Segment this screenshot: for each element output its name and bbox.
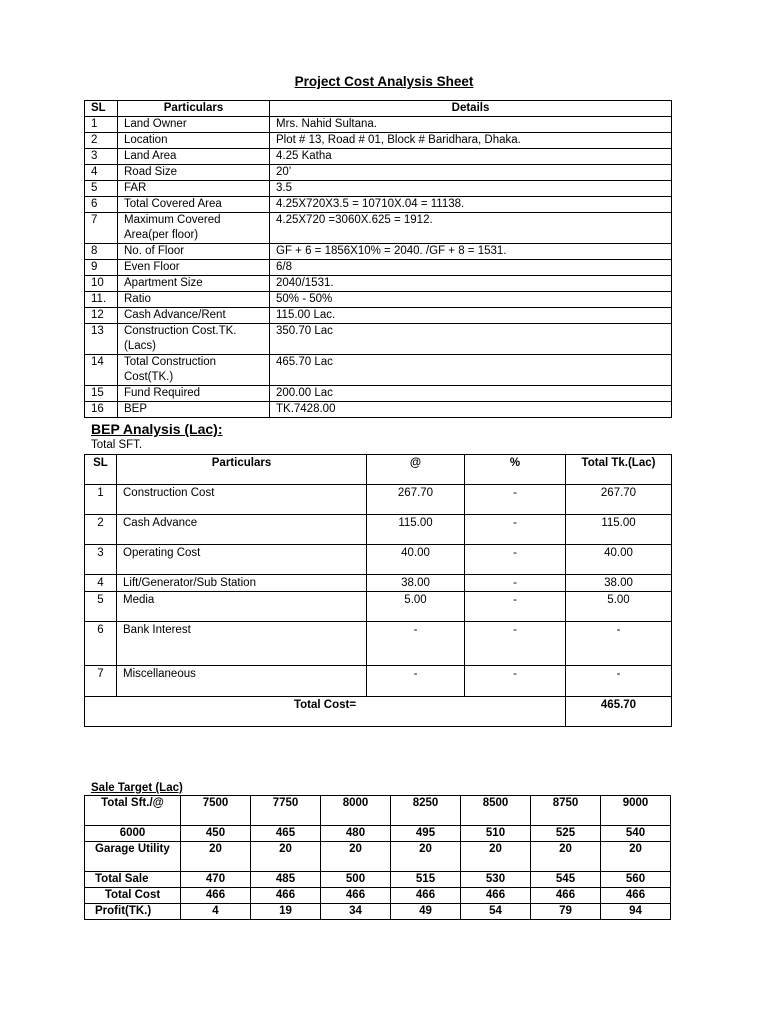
- row-details: TK.7428.00: [270, 402, 672, 418]
- table-row: [85, 402, 672, 418]
- row-percent: -: [465, 515, 566, 545]
- value-cell: 500: [321, 872, 391, 888]
- row-particulars: Apartment Size: [118, 276, 270, 292]
- value-cell: 466: [321, 888, 391, 904]
- table-row: [85, 149, 672, 165]
- row-sl: 1: [85, 117, 118, 133]
- table-row: [85, 292, 672, 308]
- value-cell: 466: [181, 888, 251, 904]
- rate-cell: 7500: [181, 796, 251, 826]
- value-cell: 465: [251, 826, 321, 842]
- value-cell: 20: [391, 842, 461, 872]
- header-total: Total Tk.(Lac): [566, 455, 672, 485]
- table-row: [85, 308, 672, 324]
- row-details: 200.00 Lac: [270, 386, 672, 402]
- table-row: [85, 485, 672, 515]
- project-cost-table: [84, 100, 672, 418]
- row-label: Profit(TK.): [85, 904, 181, 920]
- row-particulars: Maximum Covered Area(per floor): [118, 213, 270, 244]
- row-sl: 4: [85, 165, 118, 181]
- row-at: -: [367, 622, 465, 666]
- table-row: [85, 324, 672, 355]
- row-particulars: Construction Cost: [117, 485, 367, 515]
- row-particulars: No. of Floor: [118, 244, 270, 260]
- value-cell: 54: [461, 904, 531, 920]
- value-cell: 20: [461, 842, 531, 872]
- value-cell: 470: [181, 872, 251, 888]
- header-sl: SL: [85, 455, 117, 485]
- row-details: 465.70 Lac: [270, 355, 672, 386]
- row-sl: 10: [85, 276, 118, 292]
- row-percent: -: [465, 592, 566, 622]
- row-total: 267.70: [566, 485, 672, 515]
- row-details: Plot # 13, Road # 01, Block # Baridhara, Dhaka.: [270, 133, 672, 149]
- row-percent: -: [465, 575, 566, 592]
- value-cell: 466: [251, 888, 321, 904]
- row-sl: 1: [85, 485, 117, 515]
- header-particulars: Particulars: [118, 101, 270, 117]
- row-particulars: Operating Cost: [117, 545, 367, 575]
- value-cell: 20: [181, 842, 251, 872]
- row-total: 40.00: [566, 545, 672, 575]
- row-sl: 4: [85, 575, 117, 592]
- row-sl: 3: [85, 545, 117, 575]
- rate-cell: 8250: [391, 796, 461, 826]
- row-sl: 3: [85, 149, 118, 165]
- row-sl: 6: [85, 622, 117, 666]
- table-row: [85, 888, 671, 904]
- row-details: 4.25X720 =3060X.625 = 1912.: [270, 213, 672, 244]
- table-row: [85, 842, 671, 872]
- row-sl: 2: [85, 133, 118, 149]
- table-row: [85, 260, 672, 276]
- row-sl: 5: [85, 181, 118, 197]
- value-cell: 94: [601, 904, 671, 920]
- row-particulars: Construction Cost.TK. (Lacs): [118, 324, 270, 355]
- row-sl: 6: [85, 197, 118, 213]
- value-cell: 466: [391, 888, 461, 904]
- table-row: [85, 872, 671, 888]
- row-particulars: BEP: [118, 402, 270, 418]
- row-sl: 16: [85, 402, 118, 418]
- table-row: [85, 213, 672, 244]
- row-at: 267.70: [367, 485, 465, 515]
- row-sl: 12: [85, 308, 118, 324]
- row-total: 38.00: [566, 575, 672, 592]
- value-cell: 20: [531, 842, 601, 872]
- row-particulars: Miscellaneous: [117, 666, 367, 697]
- row-sl: 13: [85, 324, 118, 355]
- row-details: 4.25 Katha: [270, 149, 672, 165]
- row-total: -: [566, 666, 672, 697]
- value-cell: 20: [321, 842, 391, 872]
- row-sl: 5: [85, 592, 117, 622]
- rate-cell: 8500: [461, 796, 531, 826]
- value-cell: 515: [391, 872, 461, 888]
- row-details: 2040/1531.: [270, 276, 672, 292]
- sale-target-heading: Sale Target (Lac): [91, 782, 183, 794]
- row-details: 4.25X720X3.5 = 10710X.04 = 11138.: [270, 197, 672, 213]
- row-details: GF + 6 = 1856X10% = 2040. /GF + 8 = 1531.: [270, 244, 672, 260]
- value-cell: 49: [391, 904, 461, 920]
- header-particulars: Particulars: [117, 455, 367, 485]
- table-row: [85, 622, 672, 666]
- value-cell: 466: [601, 888, 671, 904]
- header-percent: %: [465, 455, 566, 485]
- row-particulars: Bank Interest: [117, 622, 367, 666]
- value-cell: 480: [321, 826, 391, 842]
- table-row: [85, 904, 671, 920]
- value-cell: 485: [251, 872, 321, 888]
- row-details: 350.70 Lac: [270, 324, 672, 355]
- row-percent: -: [465, 485, 566, 515]
- value-cell: 545: [531, 872, 601, 888]
- table-row: [85, 515, 672, 545]
- row-label: Total Cost: [85, 888, 181, 904]
- rate-cell: 7750: [251, 796, 321, 826]
- row-particulars: Location: [118, 133, 270, 149]
- table-header-row: [85, 796, 671, 826]
- row-at: 115.00: [367, 515, 465, 545]
- header-total-sft: Total Sft./@: [85, 796, 181, 826]
- row-at: -: [367, 666, 465, 697]
- row-percent: -: [465, 666, 566, 697]
- row-sl: 8: [85, 244, 118, 260]
- bep-heading: BEP Analysis (Lac):: [91, 421, 223, 437]
- row-details: 50% - 50%: [270, 292, 672, 308]
- table-row: [85, 276, 672, 292]
- total-cost-label: Total Cost=: [85, 697, 566, 727]
- row-particulars: Cash Advance: [117, 515, 367, 545]
- row-details: Mrs. Nahid Sultana.: [270, 117, 672, 133]
- row-particulars: Cash Advance/Rent: [118, 308, 270, 324]
- row-particulars: Land Area: [118, 149, 270, 165]
- total-cost-value: 465.70: [566, 697, 672, 727]
- row-details: 20’: [270, 165, 672, 181]
- value-cell: 560: [601, 872, 671, 888]
- row-percent: -: [465, 545, 566, 575]
- value-cell: 530: [461, 872, 531, 888]
- row-particulars: Total Covered Area: [118, 197, 270, 213]
- table-row: [85, 666, 672, 697]
- row-total: 115.00: [566, 515, 672, 545]
- value-cell: 34: [321, 904, 391, 920]
- row-sl: 7: [85, 213, 118, 244]
- rate-cell: 8000: [321, 796, 391, 826]
- row-particulars: FAR: [118, 181, 270, 197]
- row-at: 40.00: [367, 545, 465, 575]
- row-particulars: Land Owner: [118, 117, 270, 133]
- bep-subheading: Total SFT.: [91, 439, 143, 451]
- table-row: [85, 244, 672, 260]
- page-title: Project Cost Analysis Sheet: [294, 74, 474, 89]
- row-label: 6000: [85, 826, 181, 842]
- header-details: Details: [270, 101, 672, 117]
- row-details: 3.5: [270, 181, 672, 197]
- row-label: Garage Utility: [85, 842, 181, 872]
- bep-analysis-table: [84, 454, 672, 727]
- row-details: 6/8: [270, 260, 672, 276]
- row-label: Total Sale: [85, 872, 181, 888]
- sale-target-table: [84, 795, 671, 920]
- row-percent: -: [465, 622, 566, 666]
- row-particulars: Fund Required: [118, 386, 270, 402]
- table-row: [85, 575, 672, 592]
- row-total: -: [566, 622, 672, 666]
- row-particulars: Lift/Generator/Sub Station: [117, 575, 367, 592]
- row-sl: 9: [85, 260, 118, 276]
- value-cell: 79: [531, 904, 601, 920]
- value-cell: 19: [251, 904, 321, 920]
- row-particulars: Media: [117, 592, 367, 622]
- value-cell: 20: [601, 842, 671, 872]
- value-cell: 540: [601, 826, 671, 842]
- table-row: [85, 165, 672, 181]
- value-cell: 4: [181, 904, 251, 920]
- row-sl: 11.: [85, 292, 118, 308]
- header-sl: SL: [85, 101, 118, 117]
- row-at: 5.00: [367, 592, 465, 622]
- table-row: [85, 355, 672, 386]
- header-at: @: [367, 455, 465, 485]
- value-cell: 450: [181, 826, 251, 842]
- table-row: [85, 545, 672, 575]
- table-row: [85, 181, 672, 197]
- row-particulars: Ratio: [118, 292, 270, 308]
- row-total: 5.00: [566, 592, 672, 622]
- table-row: [85, 826, 671, 842]
- rate-cell: 9000: [601, 796, 671, 826]
- value-cell: 20: [251, 842, 321, 872]
- table-row: [85, 386, 672, 402]
- total-cost-row: [85, 697, 672, 727]
- table-header-row: [85, 455, 672, 485]
- row-particulars: Road Size: [118, 165, 270, 181]
- row-particulars: Even Floor: [118, 260, 270, 276]
- value-cell: 466: [531, 888, 601, 904]
- table-row: [85, 592, 672, 622]
- value-cell: 510: [461, 826, 531, 842]
- row-sl: 7: [85, 666, 117, 697]
- value-cell: 525: [531, 826, 601, 842]
- row-sl: 2: [85, 515, 117, 545]
- table-row: [85, 133, 672, 149]
- table-header-row: [85, 101, 672, 117]
- row-sl: 14: [85, 355, 118, 386]
- row-sl: 15: [85, 386, 118, 402]
- table-row: [85, 117, 672, 133]
- value-cell: 495: [391, 826, 461, 842]
- row-at: 38.00: [367, 575, 465, 592]
- row-particulars: Total Construction Cost(TK.): [118, 355, 270, 386]
- table-row: [85, 197, 672, 213]
- value-cell: 466: [461, 888, 531, 904]
- rate-cell: 8750: [531, 796, 601, 826]
- row-details: 115.00 Lac.: [270, 308, 672, 324]
